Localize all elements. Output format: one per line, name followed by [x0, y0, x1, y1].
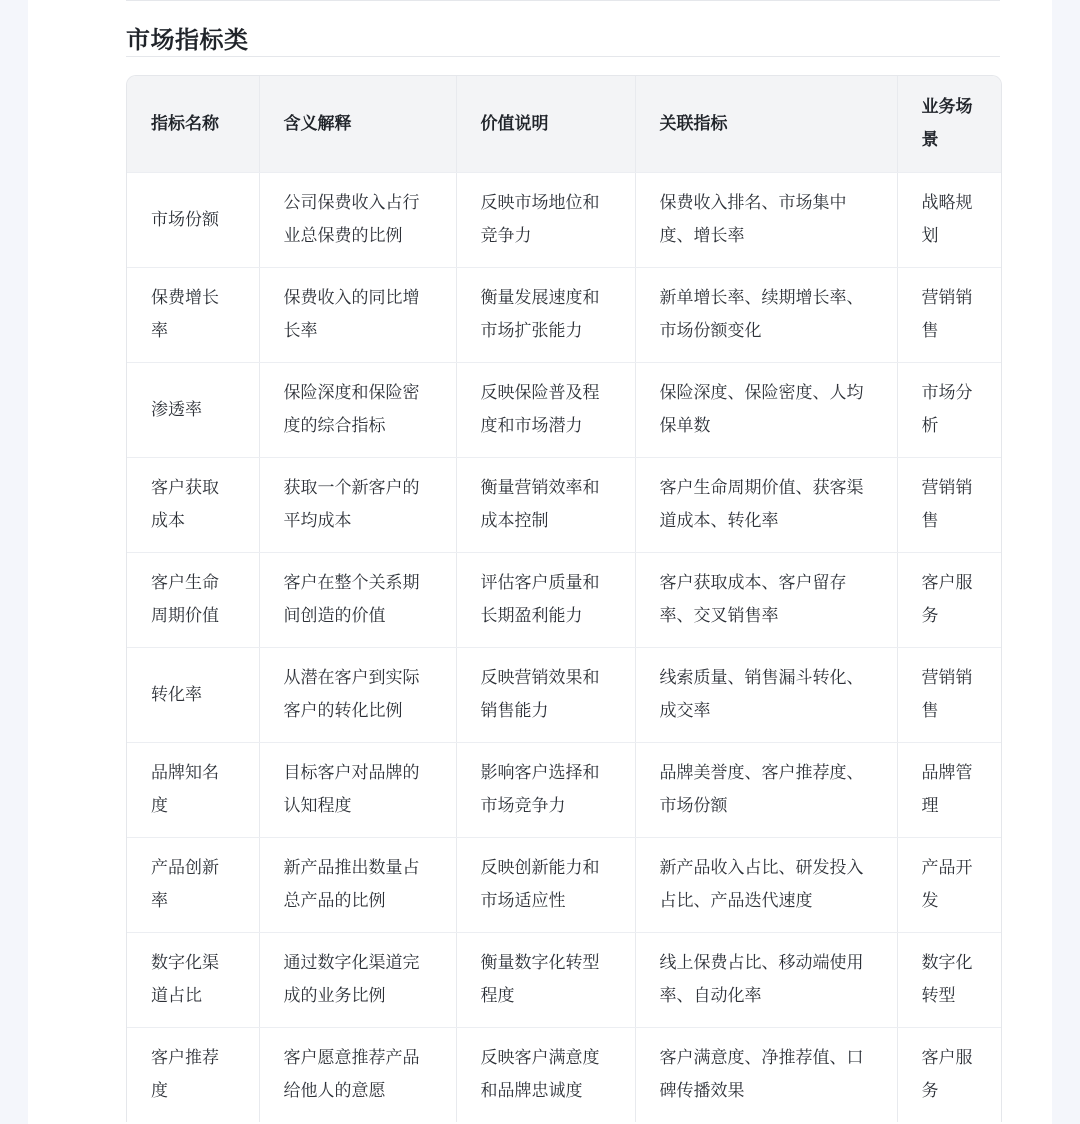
table-row — [127, 648, 1001, 743]
table-row — [127, 363, 1001, 458]
cell-business-scenario: 营销销售 — [897, 458, 1001, 553]
cell-metric-name: 转化率 — [127, 648, 259, 743]
top-divider — [126, 0, 1000, 1]
cell-value: 衡量营销效率和成本控制 — [456, 458, 635, 553]
cell-value: 反映客户满意度和品牌忠诚度 — [456, 1028, 635, 1123]
cell-business-scenario: 市场分析 — [897, 363, 1001, 458]
cell-value: 反映创新能力和市场适应性 — [456, 838, 635, 933]
cell-business-scenario: 品牌管理 — [897, 743, 1001, 838]
table-row — [127, 838, 1001, 933]
cell-metric-name: 客户获取成本 — [127, 458, 259, 553]
table-row — [127, 1028, 1001, 1123]
cell-meaning: 保费收入的同比增长率 — [259, 268, 456, 363]
cell-related-metrics: 客户满意度、净推荐值、口碑传播效果 — [635, 1028, 897, 1123]
table-row — [127, 268, 1001, 363]
title-divider — [126, 56, 1000, 57]
cell-business-scenario: 营销销售 — [897, 268, 1001, 363]
cell-business-scenario: 客户服务 — [897, 553, 1001, 648]
cell-business-scenario: 客户服务 — [921, 1048, 973, 1101]
document-page — [28, 0, 1052, 1124]
cell-metric-name: 保费增长率 — [127, 268, 259, 363]
cell-meaning: 目标客户对品牌的认知程度 — [259, 743, 456, 838]
cell-related-metrics: 客户获取成本、客户留存率、交叉销售率 — [635, 553, 897, 648]
cell-business-scenario: 数字化转型 — [897, 933, 1001, 1028]
header-metric-name: 指标名称 — [127, 76, 259, 173]
cell-business-scenario: 战略规划 — [897, 173, 1001, 268]
cell-value: 衡量发展速度和市场扩张能力 — [456, 268, 635, 363]
header-meaning: 含义解释 — [259, 76, 456, 173]
cell-meaning: 新产品推出数量占总产品的比例 — [259, 838, 456, 933]
cell-meaning: 客户在整个关系期间创造的价值 — [259, 553, 456, 648]
cell-value: 反映保险普及程度和市场潜力 — [456, 363, 635, 458]
market-metrics-table — [127, 76, 1001, 1122]
cell-related-metrics: 线上保费占比、移动端使用率、自动化率 — [635, 933, 897, 1028]
cell-metric-name: 客户生命周期价值 — [127, 553, 259, 648]
cell-related-metrics: 新单增长率、续期增长率、市场份额变化 — [635, 268, 897, 363]
cell-related-metrics: 新产品收入占比、研发投入占比、产品迭代速度 — [635, 838, 897, 933]
cell-related-metrics: 客户生命周期价值、获客渠道成本、转化率 — [635, 458, 897, 553]
cell-related-metrics: 保费收入排名、市场集中度、增长率 — [635, 173, 897, 268]
table-row — [127, 553, 1001, 648]
section-title: 市场指标类 — [126, 26, 249, 54]
cell-business-scenario: 产品开发 — [897, 838, 1001, 933]
cell-value: 评估客户质量和长期盈利能力 — [456, 553, 635, 648]
cell-metric-name: 数字化渠道占比 — [127, 933, 259, 1028]
cell-metric-name: 客户推荐度 — [127, 1028, 259, 1123]
table-row — [127, 743, 1001, 838]
header-value: 价值说明 — [456, 76, 635, 173]
cell-metric-name: 市场份额 — [127, 173, 259, 268]
cell-value: 反映市场地位和竞争力 — [456, 173, 635, 268]
cell-metric-name: 品牌知名度 — [127, 743, 259, 838]
cell-related-metrics: 线索质量、销售漏斗转化、成交率 — [635, 648, 897, 743]
cell-value: 影响客户选择和市场竞争力 — [456, 743, 635, 838]
table-header-row — [127, 76, 1001, 173]
cell-meaning: 保险深度和保险密度的综合指标 — [259, 363, 456, 458]
table-row — [127, 173, 1001, 268]
cell-meaning: 从潜在客户到实际客户的转化比例 — [259, 648, 456, 743]
cell-meaning: 获取一个新客户的平均成本 — [259, 458, 456, 553]
header-related-metrics: 关联指标 — [635, 76, 897, 173]
cell-related-metrics: 保险深度、保险密度、人均保单数 — [635, 363, 897, 458]
cell-value: 衡量数字化转型程度 — [456, 933, 635, 1028]
cell-metric-name: 产品创新率 — [127, 838, 259, 933]
cell-meaning: 公司保费收入占行业总保费的比例 — [259, 173, 456, 268]
cell-value: 反映营销效果和销售能力 — [456, 648, 635, 743]
cell-business-scenario: 营销销售 — [897, 648, 1001, 743]
cell-metric-name: 渗透率 — [127, 363, 259, 458]
table-row — [127, 458, 1001, 553]
metrics-table-container — [126, 75, 1002, 1122]
cell-meaning: 客户愿意推荐产品给他人的意愿 — [259, 1028, 456, 1123]
cell-related-metrics: 品牌美誉度、客户推荐度、市场份额 — [635, 743, 897, 838]
table-row — [127, 933, 1001, 1028]
cell-meaning: 通过数字化渠道完成的业务比例 — [259, 933, 456, 1028]
header-business-scenario: 业务场景 — [897, 76, 1001, 173]
